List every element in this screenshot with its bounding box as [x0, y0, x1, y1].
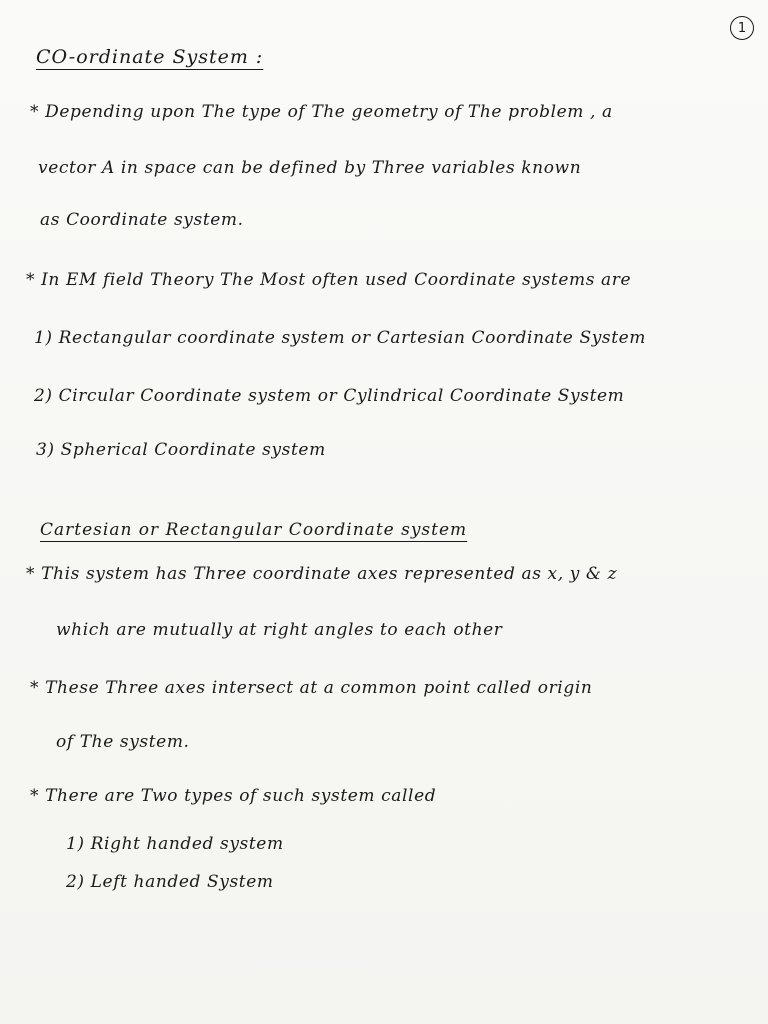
note-line: * This system has Three coordinate axes represented as x, y & z — [26, 564, 618, 584]
list-item: 1) Right handed system — [66, 834, 284, 854]
note-line: vector A in space can be defined by Three variables known — [38, 158, 582, 178]
list-item: 3) Spherical Coordinate system — [36, 440, 326, 460]
note-line: * These Three axes intersect at a common point called origin — [30, 678, 593, 698]
note-line: which are mutually at right angles to each other — [56, 620, 503, 640]
note-line: * There are Two types of such system called — [30, 786, 437, 806]
note-line: * In EM field Theory The Most often used Coordinate systems are — [26, 270, 632, 290]
list-item: 2) Circular Coordinate system or Cylindrical Coordinate System — [34, 386, 625, 406]
note-line: * Depending upon The type of The geometry of The problem , a — [30, 102, 613, 122]
section-heading-coordinate-system: CO-ordinate System : — [36, 46, 264, 68]
page-number: 1 — [730, 16, 754, 40]
note-line: as Coordinate system. — [40, 210, 244, 230]
list-item: 2) Left handed System — [66, 872, 274, 892]
section-heading-cartesian: Cartesian or Rectangular Coordinate system — [40, 520, 468, 540]
note-line: of The system. — [56, 732, 190, 752]
list-item: 1) Rectangular coordinate system or Cartesian Coordinate System — [34, 328, 647, 348]
